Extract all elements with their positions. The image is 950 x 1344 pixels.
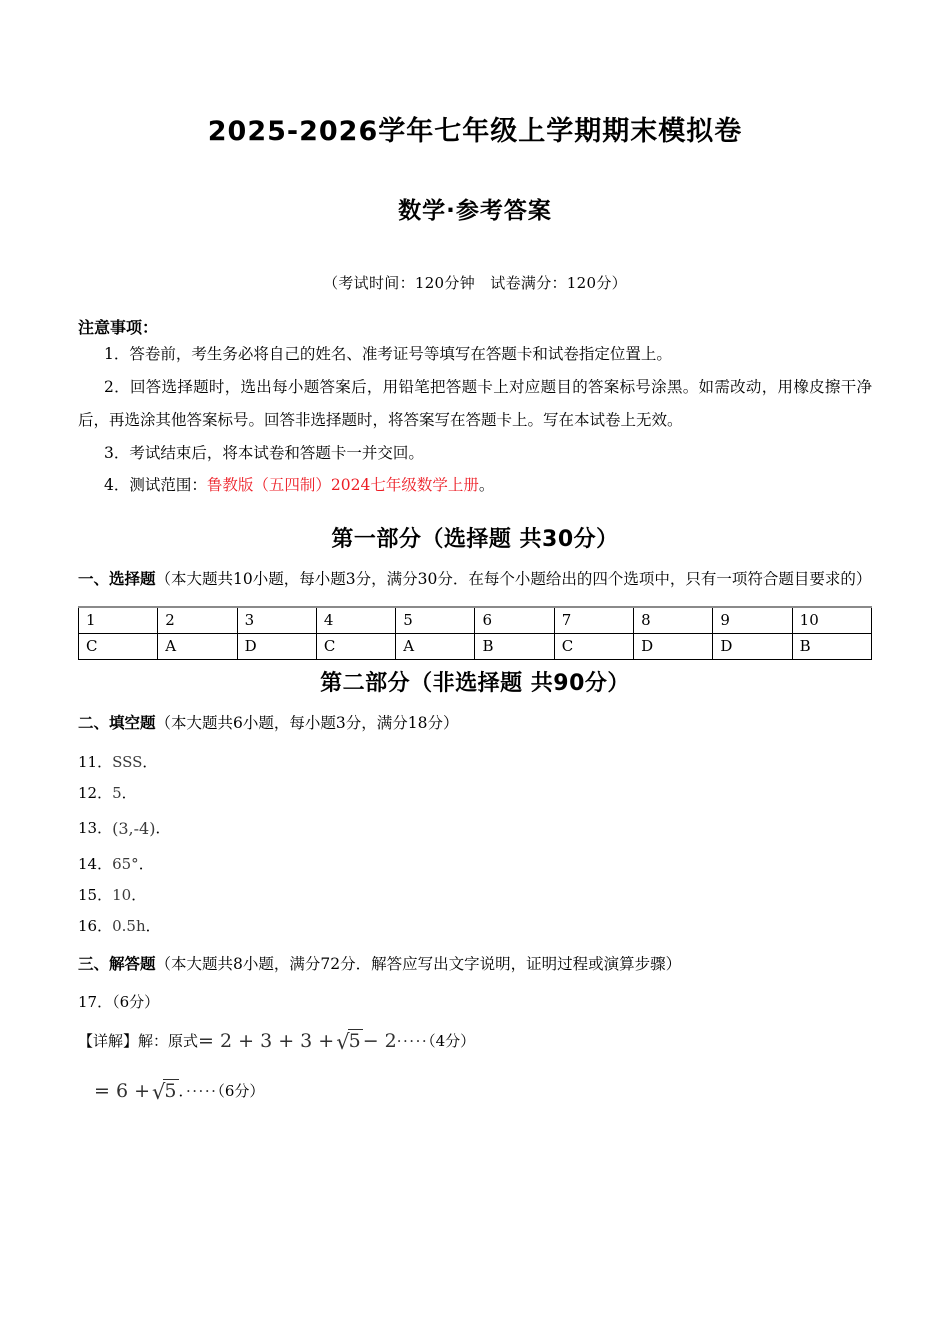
square-root-icon [334, 1030, 362, 1054]
problem-17-solution-line-1 [78, 1012, 872, 1054]
fill-item-period: ． [155, 819, 171, 838]
radical-symbol: √ [336, 1029, 350, 1054]
fill-item-number: 16． [78, 917, 113, 936]
table-cell-number: 4 [316, 607, 395, 634]
fill-item-number: 14． [78, 855, 113, 874]
solve-section-label: 三、解答题 [78, 954, 156, 974]
notice-item-1: 1．答卷前，考生务必将自己的姓名、准考证号等填写在答题卡和试卷指定位置上。 [104, 344, 672, 363]
fill-section-intro [78, 701, 872, 740]
table-cell-answer: D [713, 633, 792, 659]
solve-section-desc: （本大题共8小题，满分72分．解答应写出文字说明，证明过程或演算步骤） [155, 955, 682, 974]
fill-item-period: ． [142, 753, 158, 772]
radicand: 5 [348, 1029, 361, 1052]
radicand: 5 [164, 1079, 177, 1102]
fill-section-desc: （本大题共6小题，每小题3分，满分18分） [155, 713, 459, 732]
notice-item-4-suffix: 。 [478, 476, 495, 495]
leader-dots: ····· [396, 1031, 429, 1050]
table-cell-answer: A [158, 633, 237, 659]
table-cell-answer: D [634, 633, 713, 659]
fill-item-value: (3,-4) [112, 819, 156, 839]
fill-item-value: 0.5h [112, 917, 146, 936]
table-row-numbers [79, 607, 872, 634]
square-root-icon [150, 1080, 178, 1104]
expression-part-b: − 2 [362, 1029, 397, 1052]
fill-item-value: 5 [112, 784, 122, 803]
notice-heading: 注意事项： [78, 317, 159, 337]
page-subtitle: 数学·参考答案 [398, 198, 552, 225]
choice-section-label: 一、选择题 [78, 570, 156, 589]
table-cell-number: 7 [554, 607, 633, 634]
table-cell-number: 6 [475, 607, 554, 634]
points-label: （4分） [428, 1031, 476, 1050]
expression-part-a: = 2 + 3 + 3 + [198, 1029, 335, 1052]
notice-item-3: 3．考试结束后，将本试卷和答题卡一并交回。 [104, 443, 424, 462]
notice-list [78, 338, 872, 502]
table-cell-answer: C [554, 633, 633, 659]
table-cell-answer: D [237, 633, 316, 659]
table-cell-answer: C [79, 633, 158, 659]
table-cell-number: 8 [634, 607, 713, 634]
solution-word: 解：原式 [138, 1031, 199, 1050]
fill-item-value: 10 [112, 886, 132, 905]
notice-item-4-scope: 鲁教版（五四制）2024七年级数学上册 [206, 476, 479, 495]
fill-item-value: SSS [112, 753, 143, 772]
fill-item-number: 12． [78, 784, 113, 803]
choice-section-desc: （本大题共10小题，每小题3分，满分30分．在每个小题给出的四个选项中，只有一项符合题目要求的） [155, 570, 872, 589]
expression-part-a: = 6 + [94, 1079, 151, 1102]
notice-item-2: 2．回答选择题时，选出每小题答案后，用铅笔把答题卡上对应题目的答案标号涂黑。如需改动，用橡皮擦干净后，再选涂其他答案标号。回答非选择题时，将答案写在答题卡上。写在本试卷上无效。 [78, 377, 872, 429]
fill-answer-list [78, 739, 872, 934]
part-two-heading: 第二部分（非选择题 共90分） [320, 670, 630, 696]
fill-item-number: 15． [78, 886, 113, 905]
solve-section-intro [78, 934, 872, 981]
problem-17-number: 17．（6分） [78, 992, 160, 1011]
table-cell-number: 1 [79, 607, 158, 634]
list-item [78, 770, 872, 801]
detail-label: 【详解】 [78, 1031, 139, 1050]
table-cell-answer: B [475, 633, 554, 659]
fill-item-value: 65° [112, 855, 139, 874]
fill-item-number: 13． [78, 819, 113, 838]
choice-answer-table [78, 606, 872, 660]
part-one-heading: 第一部分（选择题 共30分） [331, 527, 619, 553]
problem-17-solution-line-2 [78, 1054, 872, 1104]
table-cell-number: 10 [792, 607, 871, 634]
notice-item-4-prefix: 4．测试范围： [104, 476, 207, 495]
notice-item-4 [78, 469, 872, 502]
list-item [78, 739, 872, 770]
fill-item-period: ． [138, 855, 154, 874]
fill-section-label: 二、填空题 [78, 713, 156, 732]
period: ． [178, 1081, 187, 1100]
points-label: （6分） [217, 1081, 265, 1100]
table-cell-number: 2 [158, 607, 237, 634]
list-item [78, 872, 872, 903]
table-cell-answer: B [792, 633, 871, 659]
leader-dots: ····· [186, 1081, 218, 1100]
fill-item-number: 11． [78, 753, 113, 772]
table-cell-answer: C [316, 633, 395, 659]
radical-symbol: √ [152, 1079, 166, 1104]
fill-item-period: ． [121, 784, 137, 803]
table-row-answers [79, 633, 872, 659]
table-cell-number: 5 [396, 607, 475, 634]
list-item [78, 903, 872, 934]
table-cell-number: 9 [713, 607, 792, 634]
choice-section-intro [78, 557, 872, 596]
page-title: 2025-2026学年七年级上学期期末模拟卷 [207, 116, 743, 147]
fill-item-period: ． [131, 886, 147, 905]
list-item [78, 801, 872, 837]
table-cell-number: 3 [237, 607, 316, 634]
table-cell-answer: A [396, 633, 475, 659]
list-item [78, 837, 872, 872]
exam-meta: （考试时间：120分钟 试卷满分：120分） [323, 273, 627, 292]
fill-item-period: ． [145, 917, 161, 936]
